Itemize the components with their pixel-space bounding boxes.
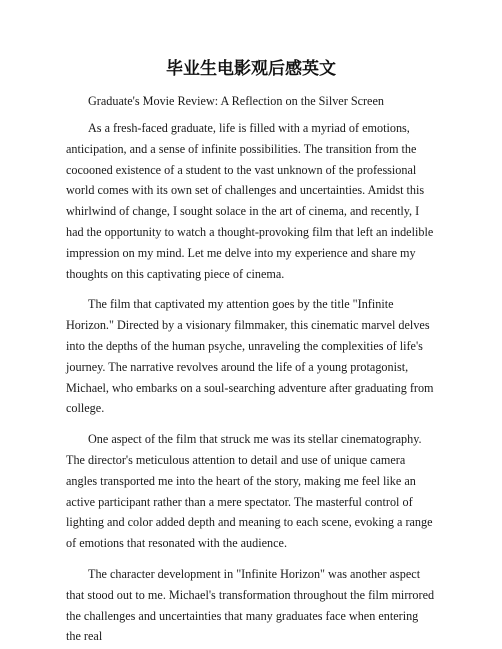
body-paragraph-1: As a fresh-faced graduate, life is filled with a myriad of emotions, anticipation, and a sense of infinite possibilities. The transition from the cocooned existence of a student to the vast unknown of the professional world comes with its own set of challenges and uncertainties. Amidst this whirlwind of change, I sought solace in the art of cinema, and recently, I had the opportunity to watch a thought-provoking film that left an indelible impression on my mind. Let me delve into my experience and share my thoughts on this captivating piece of cinema. — [66, 121, 434, 281]
document-title: 毕业生电影观后感英文 — [166, 59, 336, 79]
document-body — [66, 118, 436, 647]
body-paragraph-4: The character development in "Infinite Horizon" was another aspect that stood out to me. Michael's transformation throughout the film mirrored the challenges and uncertainties that many graduates face when entering the real — [66, 566, 435, 644]
document-subtitle: Graduate's Movie Review: A Reflection on the Silver Screen — [88, 94, 384, 108]
body-paragraph-3: One aspect of the film that struck me was its stellar cinematography. The director's meticulous attention to detail and use of unique camera angles transported me into the heart of the story, making me feel like an active participant rather than a mere spectator. The masterful control of lighting and color added depth and meaning to each scene, evoking a range of emotions that resonated with the audience. — [66, 432, 433, 551]
body-paragraph-2: The film that captivated my attention goes by the title "Infinite Horizon." Directed by a visionary filmmaker, this cinematic marvel delves into the depths of the human psyche, unraveling the complexities of life's journey. The narrative revolves around the life of a young protagonist, Michael, who embarks on a soul-searching adventure after graduating from college. — [66, 297, 434, 416]
